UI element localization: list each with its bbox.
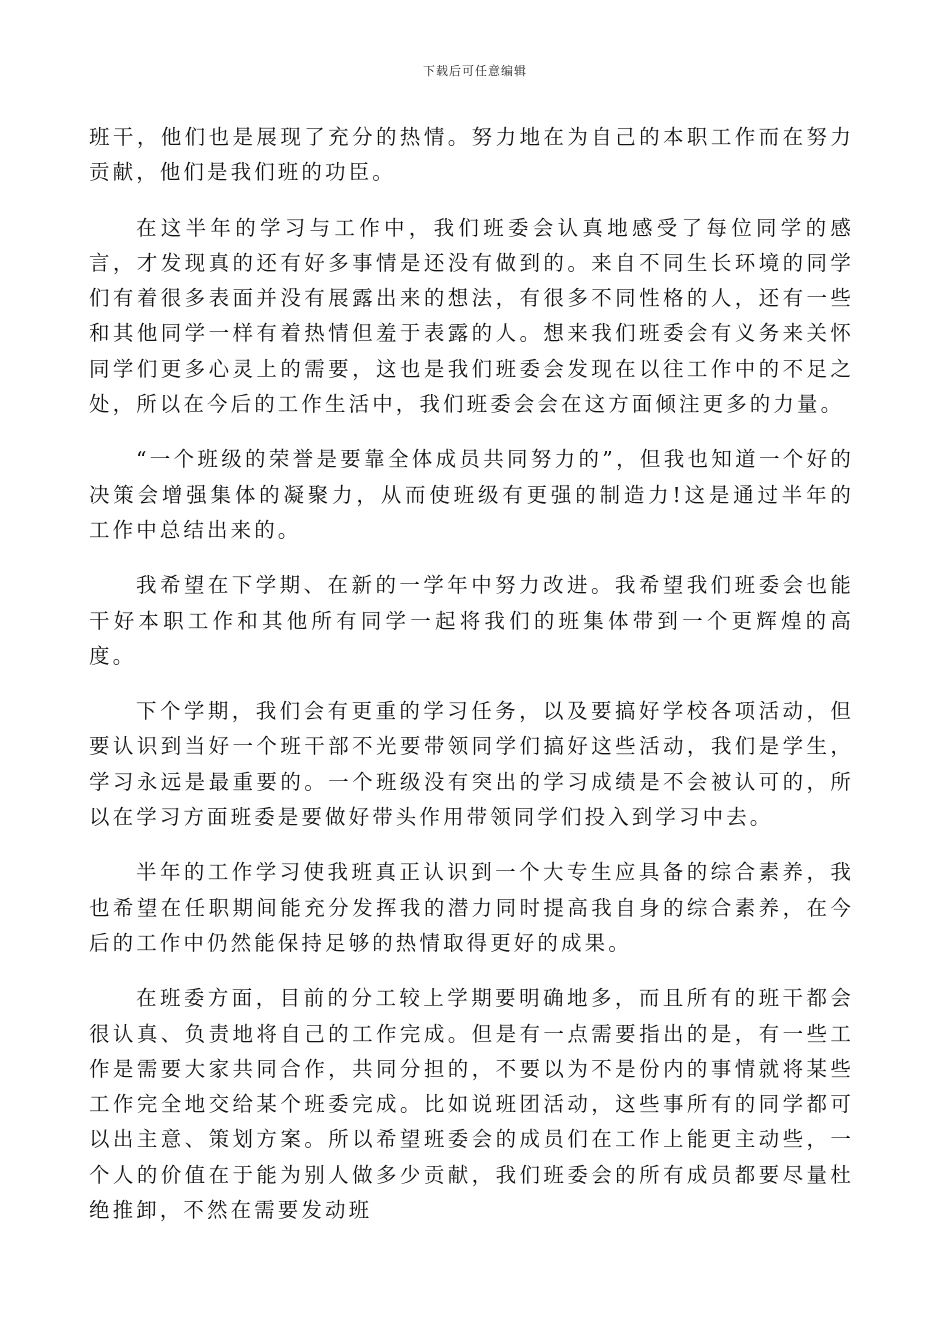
paragraph-continuation: 班干，他们也是展现了充分的热情。努力地在为自己的本职工作而在努力贡献，他们是我们班的功臣。 xyxy=(89,125,854,185)
paragraph: “一个班级的荣誉是要靠全体成员共同努力的”，但我也知道一个好的决策会增强集体的凝聚力，从而使班级有更强的制造力!这是通过半年的工作中总结出来的。 xyxy=(89,447,854,542)
paragraph: 在班委方面，目前的分工较上学期要明确地多，而且所有的班干都会很认真、负责地将自己的工作完成。但是有一点需要指出的是，有一些工作是需要大家共同合作，共同分担的，不要以为不是份内的事情就将某些工作完全地交给某个班委完成。比如说班团活动，这些事所有的同学都可以出主意、策划方案。所以希望班委会的成员们在工作上能更主动些，一个人的价值在于能为别人做多少贡献，我们班委会的所有成员都要尽量杜绝推卸，不然在需要发动班 xyxy=(89,986,854,1223)
paragraph: 下个学期，我们会有更重的学习任务，以及要搞好学校各项活动，但要认识到当好一个班干部不光要带领同学们搞好这些活动，我们是学生，学习永远是最重要的。一个班级没有突出的学习成绩是不会被认可的，所以在学习方面班委是要做好带头作用带领同学们投入到学习中去。 xyxy=(89,699,854,830)
paragraph: 半年的工作学习使我班真正认识到一个大专生应具备的综合素养，我也希望在任职期间能充分发挥我的潜力同时提高我自身的综合素养，在今后的工作中仍然能保持足够的热情取得更好的成果。 xyxy=(89,860,854,955)
document-body xyxy=(89,120,854,1248)
paragraph: 在这半年的学习与工作中，我们班委会认真地感受了每位同学的感言，才发现真的还有好多事情是还没有做到的。来自不同生长环境的同学们有着很多表面并没有展露出来的想法，有很多不同性格的人，还有一些和其他同学一样有着热情但羞于表露的人。想来我们班委会有义务来关怀同学们更多心灵上的需要，这也是我们班委会发现在以往工作中的不足之处，所以在今后的工作生活中，我们班委会会在这方面倾注更多的力量。 xyxy=(89,215,854,417)
page-header: 下载后可任意编辑 xyxy=(422,64,527,78)
paragraph: 我希望在下学期、在新的一学年中努力改进。我希望我们班委会也能干好本职工作和其他所有同学一起将我们的班集体带到一个更辉煌的高度。 xyxy=(89,573,854,668)
